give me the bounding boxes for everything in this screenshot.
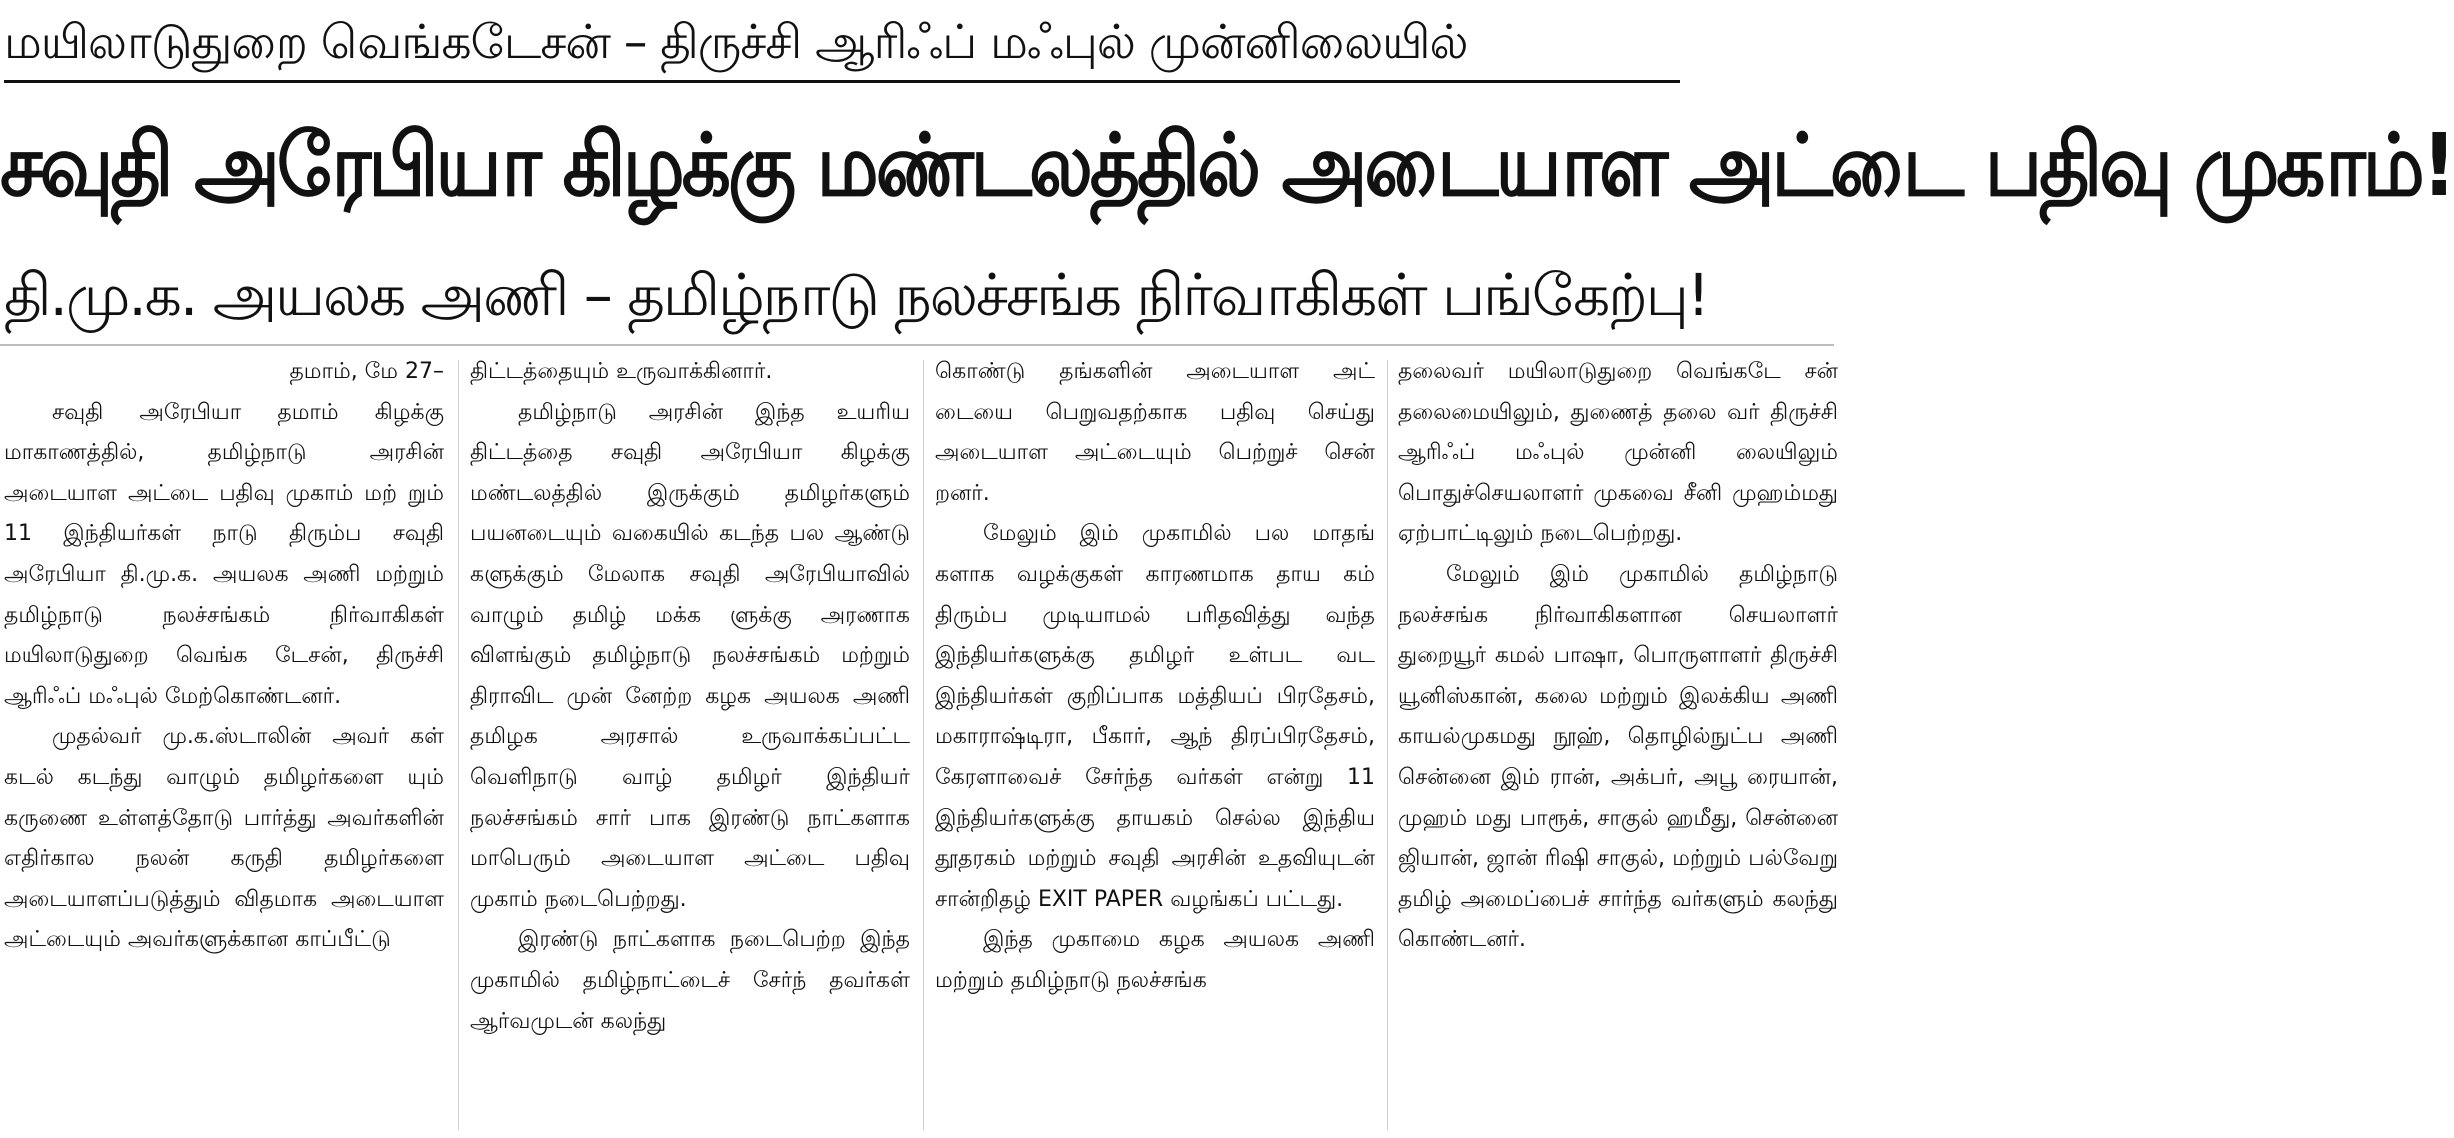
article-column-3 [935, 352, 1375, 1132]
header-divider [0, 344, 1834, 346]
paragraph: இந்த முகாமை கழக அயலக அணி மற்றும் தமிழ்நாடு நலச்சங்க [935, 927, 1375, 993]
sub-headline: தி.மு.க. அயலக அணி – தமிழ்நாடு நலச்சங்க நிர்வாகிகள் பங்கேற்பு! [4, 261, 1709, 329]
column-divider [458, 360, 459, 1130]
paragraph: முதல்வர் மு.க.ஸ்டாலின் அவர் கள் கடல் கடந்து வாழும் தமிழர்களை யும் கருணை உள்ளத்தோடு பார்த்து அவர்களின் எதிர்கால நலன் கருதி தமிழர்களை அடையாளப்படுத்தும் விதமாக அடையாள அட்டையும் அவர்களுக்கான காப்பீட்டு [4, 724, 444, 953]
article-column-2 [470, 352, 910, 1132]
dateline: தமாம், மே 27– [289, 359, 444, 384]
kicker-headline: மயிலாடுதுறை வெங்கடேசன் – திருச்சி ஆரிஃப் மஃபுல் முன்னிலையில் [4, 6, 1680, 83]
main-headline: சவுதி அரேபியா கிழக்கு மண்டலத்தில் அடையாள அட்டை பதிவு முகாம்! [0, 116, 2454, 217]
paragraph: சவுதி அரேபியா தமாம் கிழக்கு மாகாணத்தில், தமிழ்நாடு அரசின் அடையாள அட்டை பதிவு முகாம் மற் றும் 11 இந்தியர்கள் நாடு திரும்ப சவுதி அரேபியா தி.மு.க. அயலக அணி மற்றும் தமிழ்நாடு நலச்சங்கம் நிர்வாகிகள் மயிலாடுதுறை வெங்க டேசன், திருச்சி ஆரிஃப் மஃபுல் மேற்கொண்டனர். [4, 399, 444, 709]
paragraph: தமிழ்நாடு அரசின் இந்த உயரிய திட்டத்தை சவுதி அரேபியா கிழக்கு மண்டலத்தில் இருக்கும் தமிழர்களும் பயனடையும் வகையில் கடந்த பல ஆண்டு களுக்கும் மேலாக சவுதி அரேபியாவில் வாழும் தமிழ் மக்க ளுக்கு அரணாக விளங்கும் தமிழ்நாடு நலச்சங்கம் மற்றும் திராவிட முன் னேற்ற கழக அயலக அணி தமிழக அரசால் உருவாக்கப்பட்ட வெளிநாடு வாழ் தமிழர் இந்தியர் நலச்சங்கம் சார் பாக இரண்டு நாட்களாக மாபெரும் அடையாள அட்டை பதிவு முகாம் நடைபெற்றது. [470, 399, 910, 912]
article-column-4 [1398, 352, 1838, 1132]
paragraph: தலைவர் மயிலாடுதுறை வெங்கடே சன் தலைமையிலும், துணைத் தலை வர் திருச்சி ஆரிஃப் மஃபுல் முன்னி லையிலும் பொதுச்செயலாளர் முகவை சீனி முஹம்மது ஏற்பாட்டிலும் நடைபெற்றது. [1398, 359, 1838, 547]
article-column-1 [4, 352, 444, 1132]
paragraph: மேலும் இம் முகாமில் பல மாதங் களாக வழக்குகள் காரணமாக தாய கம் திரும்ப முடியாமல் பரிதவித்து வந்த இந்தியர்களுக்கு தமிழர் உள்பட வட இந்தியர்கள் குறிப்பாக மத்தியப் பிரதேசம், மகாராஷ்டிரா, பீகார், ஆந் திரப்பிரதேசம், கேரளாவைச் சேர்ந்த வர்கள் என்று 11 இந்தியர்களுக்கு தாயகம் செல்ல இந்திய தூதரகம் மற்றும் சவுதி அரசின் உதவியுடன் சான்றிதழ் EXIT PAPER வழங்கப் பட்டது. [935, 521, 1375, 912]
column-divider [1387, 360, 1388, 1130]
paragraph: திட்டத்தையும் உருவாக்கினார். [470, 359, 773, 384]
column-divider [923, 360, 924, 1130]
paragraph: கொண்டு தங்களின் அடையாள அட் டையை பெறுவதற்காக பதிவு செய்து அடையாள அட்டையும் பெற்றுச் சென் றனர். [935, 359, 1375, 506]
paragraph: மேலும் இம் முகாமில் தமிழ்நாடு நலச்சங்க நிர்வாகிகளான செயலாளர் துறையூர் கமல் பாஷா, பொருளாளர் திருச்சி யூனிஸ்கான், கலை மற்றும் இலக்கிய அணி காயல்முகமது நூஹ், தொழில்நுட்ப அணி சென்னை இம் ரான், அக்பர், அபூ ரையான், முஹம் மது பாரூக், சாகுல் ஹமீது, சென்னை ஜியான், ஜான் ரிஷி சாகுல், மற்றும் பல்வேறு தமிழ் அமைப்பைச் சார்ந்த வர்களும் கலந்து கொண்டனர். [1398, 561, 1838, 953]
paragraph: இரண்டு நாட்களாக நடைபெற்ற இந்த முகாமில் தமிழ்நாட்டைச் சேர்ந் தவர்கள் ஆர்வமுடன் கலந்து [470, 927, 910, 1034]
